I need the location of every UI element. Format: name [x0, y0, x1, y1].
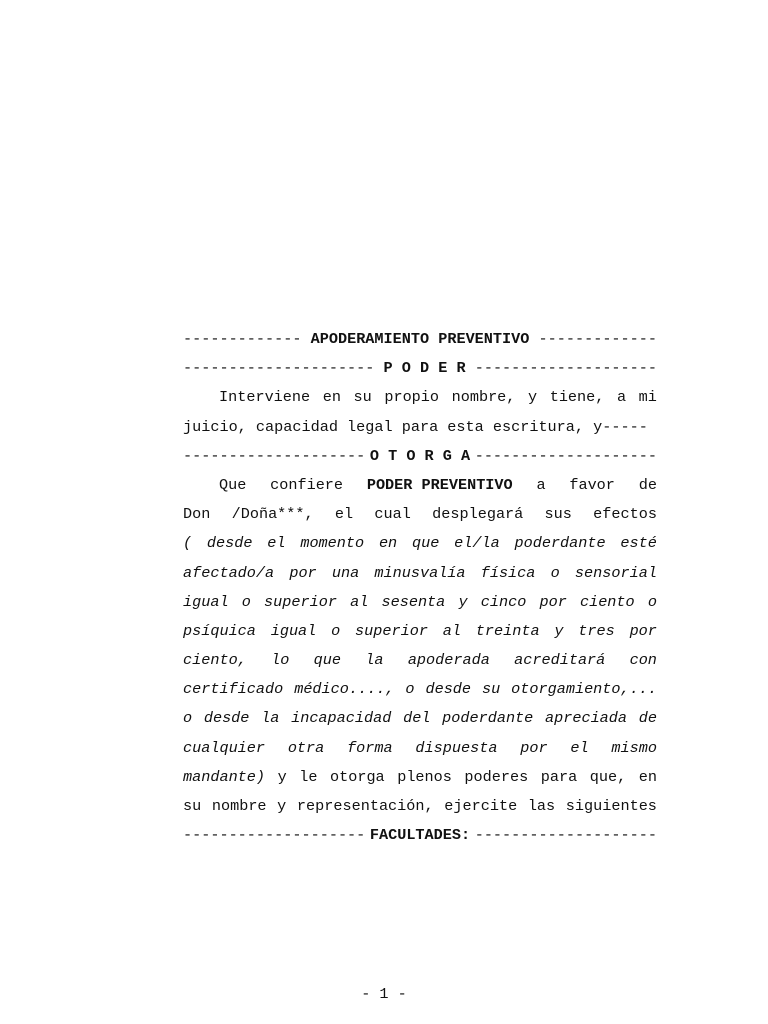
- word: igual: [270, 621, 317, 640]
- paragraph-line: [183, 792, 657, 821]
- word: poderdante: [442, 709, 534, 728]
- word: para: [540, 767, 578, 786]
- dash-filler: ---------------------: [183, 359, 375, 378]
- word: incapacidad: [291, 709, 392, 728]
- word: médico....,: [294, 680, 395, 699]
- heading-text: FACULTADES:: [369, 826, 471, 845]
- word: tres: [578, 621, 615, 640]
- word: su: [481, 680, 501, 699]
- word: poderdante: [514, 534, 606, 553]
- word: del: [403, 709, 431, 728]
- word: y: [528, 388, 538, 407]
- word: igual: [183, 592, 229, 611]
- dash-filler: -----: [602, 417, 648, 436]
- word: cual: [374, 505, 411, 524]
- word: treinta: [475, 621, 540, 640]
- word: o: [647, 592, 657, 611]
- word: a: [616, 388, 627, 407]
- word: el: [570, 738, 589, 757]
- word: o: [183, 709, 193, 728]
- paragraph-line: [183, 500, 657, 529]
- word-bold: PODER PREVENTIVO: [366, 475, 513, 494]
- word: favor: [569, 475, 615, 494]
- document-body: [183, 325, 657, 850]
- word: superior: [264, 592, 337, 611]
- word: y: [458, 592, 468, 611]
- word: o: [331, 621, 341, 640]
- word: Don: [183, 505, 211, 524]
- word: ciento: [579, 592, 635, 611]
- word: sesenta: [381, 592, 446, 611]
- word: Interviene: [219, 388, 311, 407]
- heading-text: O T O R G A: [369, 446, 471, 465]
- heading-otorga: [183, 442, 657, 471]
- word: apoderada: [407, 651, 490, 670]
- word: siguientes: [565, 797, 657, 815]
- word: la: [261, 709, 280, 728]
- paragraph-line-italic: [183, 559, 657, 588]
- word: su: [353, 388, 372, 407]
- word: una: [331, 563, 360, 582]
- paragraph-line: [183, 413, 657, 442]
- paragraph-line-italic: [183, 646, 657, 675]
- word: ciento,: [183, 651, 247, 670]
- word: el: [334, 505, 354, 524]
- word: psíquica: [183, 621, 256, 640]
- word-italic: mandante): [183, 767, 266, 786]
- word: desde: [203, 709, 250, 728]
- word: por: [539, 592, 567, 611]
- word: tiene,: [549, 388, 605, 407]
- paragraph-line: [183, 763, 657, 792]
- dash-filler: -------------: [183, 330, 302, 348]
- word: forma: [347, 738, 393, 757]
- word: representación,: [296, 797, 434, 815]
- word: el: [267, 534, 286, 553]
- word: las: [527, 797, 556, 815]
- word: superior: [355, 621, 428, 640]
- word: otorga: [329, 767, 385, 786]
- word: o: [241, 592, 251, 611]
- word: por: [289, 563, 317, 582]
- heading-facultades: [183, 821, 657, 850]
- word: propio: [384, 388, 440, 407]
- word: desde: [206, 534, 253, 553]
- heading-poder: [183, 354, 657, 383]
- word: en: [322, 388, 341, 407]
- word: nombre,: [451, 388, 516, 407]
- word: efectos: [593, 505, 657, 524]
- word: al: [442, 621, 461, 640]
- paragraph-line-italic: [183, 617, 657, 646]
- word: dispuesta: [415, 738, 498, 757]
- word: apreciada: [545, 709, 628, 728]
- word: por: [520, 738, 548, 757]
- paragraph-line-italic: [183, 675, 657, 704]
- dash-filler: --------------------: [474, 826, 657, 845]
- dash-filler: --------------------: [183, 446, 366, 465]
- word: y: [554, 621, 564, 640]
- paragraph-line-italic: [183, 734, 657, 763]
- word: ejercite: [444, 797, 518, 815]
- word: la: [365, 651, 384, 670]
- word: física: [480, 563, 536, 582]
- word: por: [629, 621, 657, 640]
- word: su: [183, 797, 202, 815]
- word: lo: [271, 651, 290, 670]
- word: momento: [300, 534, 365, 553]
- word: /Doña***,: [231, 505, 314, 524]
- word: en: [378, 534, 398, 553]
- word: desplegará: [432, 505, 524, 524]
- word: nombre: [211, 797, 267, 815]
- word: le: [299, 767, 318, 786]
- word: esté: [620, 534, 657, 553]
- word: a: [536, 475, 546, 494]
- word: el/la: [454, 534, 500, 553]
- paragraph-line: [183, 471, 657, 500]
- word: al: [350, 592, 369, 611]
- word: sus: [544, 505, 572, 524]
- word: poderes: [464, 767, 529, 786]
- word: que: [411, 534, 440, 553]
- dash-filler: -------------: [538, 330, 657, 348]
- word: de: [638, 475, 657, 494]
- word: acreditará: [514, 651, 606, 670]
- word: y: [277, 797, 287, 815]
- dash-filler: --------------------: [474, 446, 657, 465]
- paragraph-line-italic: [183, 588, 657, 617]
- word: que: [313, 651, 341, 670]
- heading-apoderamiento-preventivo: [183, 325, 657, 354]
- word: desde: [425, 680, 472, 699]
- word: certificado: [183, 680, 284, 699]
- heading-text: APODERAMIENTO PREVENTIVO: [310, 330, 530, 348]
- word: mi: [638, 388, 657, 407]
- dash-filler: --------------------: [474, 359, 657, 378]
- word: en: [638, 767, 657, 786]
- word: mismo: [611, 738, 657, 757]
- word: cinco: [480, 592, 527, 611]
- word: sensorial: [574, 563, 657, 582]
- paragraph-line-italic: [183, 704, 657, 733]
- line-text: juicio, capacidad legal para esta escritura, y: [183, 417, 603, 436]
- word: otra: [287, 738, 325, 757]
- dash-filler: --------------------: [183, 826, 366, 845]
- word: Que: [219, 475, 247, 494]
- word: y: [277, 767, 287, 786]
- word: con: [629, 651, 657, 670]
- word: o: [405, 680, 415, 699]
- paragraph-line-italic: [183, 529, 657, 558]
- word: plenos: [397, 767, 452, 786]
- word: que,: [589, 767, 627, 786]
- word: afectado/a: [183, 563, 275, 582]
- heading-text: P O D E R: [383, 359, 466, 378]
- paragraph-line: [183, 383, 657, 412]
- word: otorgamiento,...: [511, 680, 657, 699]
- word: cualquier: [183, 738, 266, 757]
- page-number: - 1 -: [361, 985, 407, 1003]
- word: confiere: [270, 475, 344, 494]
- word: de: [638, 709, 657, 728]
- word: o: [550, 563, 560, 582]
- word: minusvalía: [374, 563, 466, 582]
- word: (: [183, 534, 193, 553]
